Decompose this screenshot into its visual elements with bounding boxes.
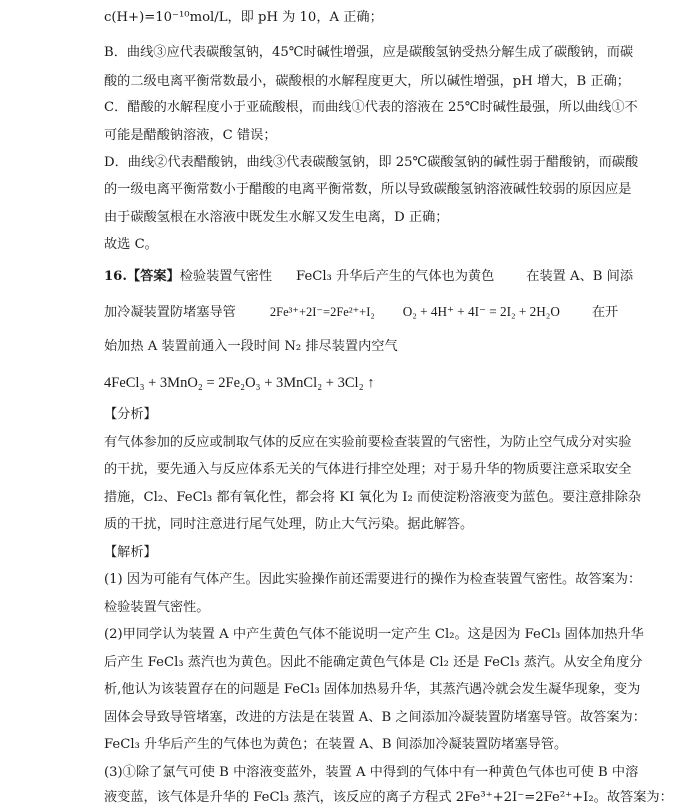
- answer-1: 检验装置气密性: [179, 269, 273, 284]
- answer-3: 在装置 A、B 间添: [526, 269, 634, 284]
- solution-line: 检验装置气密性。: [104, 600, 210, 615]
- text-line: 由于碳酸氢根在水溶液中既发生水解又发生电离，D 正确；: [104, 210, 449, 225]
- solution-line: 固体会导致导管堵塞，改进的方法是在装置 A、B 之间添加冷凝装置防堵塞导管。故答案为：: [104, 710, 646, 725]
- analysis-line: 质的干扰，同时注意进行尾气处理，防止大气污染。据此解答。: [104, 517, 474, 532]
- answer-7: 4FeCl₃ + 3MnO₂ = 2Fe₂O₃ + 3MnCl₂ + 3Cl₂ ↑: [104, 375, 375, 391]
- solution-line: (2)甲同学认为装置 A 中产生黄色气体不能说明一定产生 Cl₂。这是因为 FeCl₃ 固体加热升华: [104, 627, 644, 642]
- solution-line: 后产生 FeCl₃ 蒸汽也为黄色。因此不能确定黄色气体是 Cl₂ 还是 FeCl₃ 蒸汽。从安全角度分: [104, 655, 643, 670]
- analysis-line: 措施，Cl₂、FeCl₃ 都有氧化性，都会将 KI 氧化为 I₂ 而使淀粉溶液变为蓝色。要注意排除杂: [104, 490, 642, 505]
- answer-3-cont: 加冷凝装置防堵塞导管: [104, 305, 236, 320]
- solution-line: (1) 因为可能有气体产生。因此实验操作前还需要进行的操作为检查装置气密性。故答案为：: [104, 572, 642, 587]
- answer-line-2: [104, 304, 618, 321]
- text-line: c(H+)=10⁻¹⁰mol/L，即 pH 为 10，A 正确；: [104, 10, 383, 25]
- text-line: 故选 C。: [104, 237, 158, 252]
- answer-5: O₂ + 4H⁺ + 4I⁻ = 2I₂ + 2H₂O: [402, 304, 560, 319]
- answer-6-cont: 始加热 A 装置前通入一段时间 N₂ 排尽装置内空气: [104, 339, 398, 354]
- solution-line: (3)①除了氯气可使 B 中溶液变蓝外，装置 A 中得到的气体中有一种黄色气体也可使 B 中溶: [104, 765, 639, 780]
- answer-header: 16.【答案】: [104, 269, 180, 284]
- answer-line-1: [104, 269, 633, 285]
- text-line: 可能是醋酸钠溶液，C 错误；: [104, 128, 277, 143]
- answer-6: 在开: [591, 305, 619, 320]
- analysis-line: 有气体参加的反应或制取气体的反应在实验前要检查装置的气密性，为防止空气成分对实验: [104, 435, 632, 450]
- solution-header: 【解析】: [104, 545, 157, 560]
- text-line: C．醋酸的水解程度小于亚硫酸根，而曲线①代表的溶液在 25℃时碱性最强，所以曲线①不: [104, 100, 638, 115]
- text-line: 的一级电离平衡常数小于醋酸的电离平衡常数，所以导致碳酸氢钠溶液碱性较弱的原因应是: [104, 182, 632, 197]
- text-line: B．曲线③应代表碳酸氢钠，45℃时碱性增强，应是碳酸氢钠受热分解生成了碳酸钠，而碳: [104, 45, 634, 60]
- solution-line: 析,他认为该装置存在的问题是 FeCl₃ 固体加热易升华，其蒸汽遇冷就会发生凝华现象，变为: [104, 682, 641, 697]
- answer-line-3: [104, 339, 398, 355]
- text-line: D．曲线②代表醋酸钠，曲线③代表碳酸氢钠，即 25℃碳酸氢钠的碱性弱于醋酸钠，而碳酸: [104, 155, 639, 170]
- solution-line: 液变蓝，该气体是升华的 FeCl₃ 蒸汽，该反应的离子方程式 2Fe³⁺+2I⁻=2Fe²⁺+I₂。故答案为：: [104, 790, 673, 805]
- answer-2: FeCl₃ 升华后产生的气体也为黄色: [296, 269, 495, 284]
- solution-line: FeCl₃ 升华后产生的气体也为黄色；在装置 A、B 间添加冷凝装置防堵塞导管。: [104, 737, 568, 752]
- analysis-line: 的干扰，要先通入与反应体系无关的气体进行排空处理；对于易升华的物质要注意采取安全: [104, 462, 632, 477]
- text-line: 酸的二级电离平衡常数最小，碳酸根的水解程度更大，所以碱性增强，pH 增大，B 正确；: [104, 74, 630, 89]
- analysis-header: 【分析】: [104, 407, 157, 422]
- answer-4: 2Fe³⁺+2I⁻=2Fe²⁺+I₂: [269, 305, 375, 319]
